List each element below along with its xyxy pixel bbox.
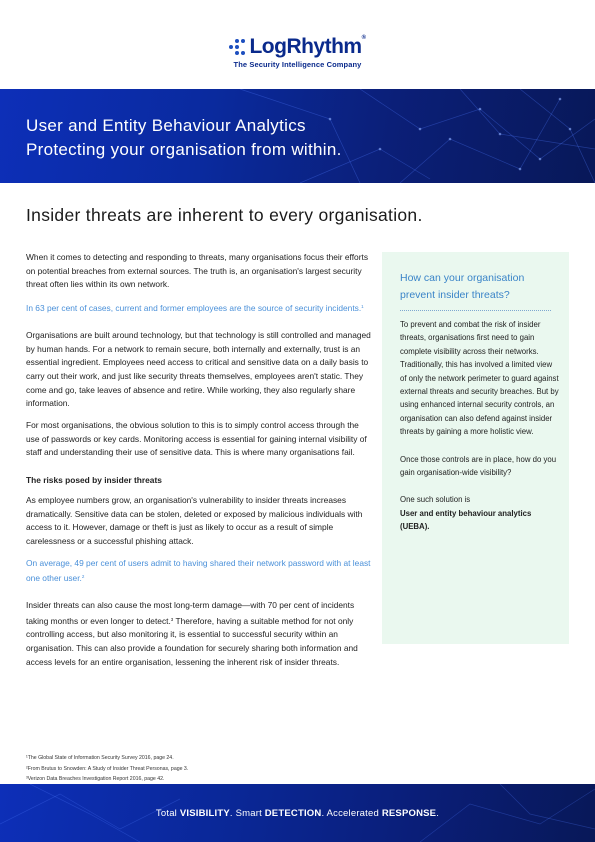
- sidebar-paragraph-1: To prevent and combat the risk of insider threats, organisations first need to gain complete visibility across their networks. Traditionally, this has involved a limited view of only the network perimeter to guard against external threats and security breaches. But by using enhanced internal security controls, an organisation can also defend against insider threats by gaining a more holistic view.: [400, 320, 559, 437]
- footnote-3: ³Verizon Data Breaches Investigation Report 2016, page 42.: [26, 776, 165, 782]
- intro-paragraph: When it comes to detecting and responding to threats, many organisations focus their efforts on potential breaches from external sources. The truth is, an organisation's largest security threat often lies within its own network.: [26, 252, 369, 290]
- footnotes: [26, 753, 188, 785]
- highlight-stat-1: In 63 per cent of cases, current and former employees are the source of security incidents.$^1$: [26, 303, 364, 314]
- sidebar-divider: [400, 310, 551, 311]
- sidebar-title: How can your organisation prevent insider threats?: [400, 272, 525, 301]
- footnote-1: ¹The Global State of Information Security Survey 2016, page 24.: [26, 755, 174, 761]
- body-paragraph-5: Insider threats can also cause the most long-term damage—with 70 per cent of incidents taking months or even longer to detect.$^3$ Therefore, having a suitable method for not only controlling access, but also monitoring it, is essential to successful security within an organisation. This can also provide a foundation for securely sharing both information and access levels for an entire organisation, lessening the inherent risk of insider threats.: [26, 600, 358, 667]
- footer-banner: [0, 784, 595, 842]
- logrhythm-logo: [229, 35, 365, 59]
- sidebar-callout: [382, 252, 569, 644]
- brand-header: [0, 30, 595, 69]
- footer-slogan: Total VISIBILITY. Smart DETECTION. Accelerated RESPONSE.: [155, 808, 440, 819]
- body-paragraph-3: For most organisations, the obvious solution to this is to simply control access through the use of passwords or key cards. Monitoring access is essential for gaining internal visibility of staff and understanding their use of sensitive data. This is where many organisations fail.: [26, 420, 367, 458]
- logo-wordmark: LogRhythm®: [249, 35, 366, 58]
- hero-banner: [0, 89, 595, 183]
- logo-dots-icon: [229, 39, 245, 55]
- hero-title: [26, 114, 342, 162]
- sidebar-paragraph-3: One such solution is User and entity behaviour analytics (UEBA).: [400, 495, 532, 532]
- body-paragraph-4: As employee numbers grow, an organisation's vulnerability to insider threats increases dramatically. Sensitive data can be stolen, deleted or exposed by malicious individuals with access to it. However, damage or theft is just as likely to occur as a result of simple carelessness or a successful phishing attack.: [26, 494, 363, 546]
- footnote-2: ²From Brutus to Snowden: A Study of Insider Threat Personas, page 3.: [26, 765, 189, 772]
- main-column: [26, 251, 372, 678]
- hero-title-line1: User and Entity Behaviour Analytics: [26, 116, 306, 135]
- sidebar-body: [400, 318, 560, 548]
- sidebar-paragraph-2: Once those controls are in place, how do you gain organisation-wide visibility?: [400, 454, 557, 478]
- page-heading: Insider threats are inherent to every organisation.: [26, 205, 423, 225]
- body-paragraph-2: Organisations are built around technology, but that technology is still controlled and managed by human hands. For a network to remain secure, both internally and externally, trust is an essential ingredient. Employees need access to critical and sensitive data on a daily basis to carry out their work, and just like security threats themselves, employees aren't static. They come and go, take leaves of absence and retire. While working, they also regularly share information.: [26, 329, 371, 409]
- hero-title-line2: Protecting your organisation from within.: [26, 140, 342, 159]
- brand-tagline: The Security Intelligence Company: [233, 60, 362, 69]
- section-subheading: The risks posed by insider threats: [26, 475, 162, 486]
- highlight-stat-2: On average, 49 per cent of users admit to having shared their network password with at least one other user.$^2$: [26, 557, 371, 584]
